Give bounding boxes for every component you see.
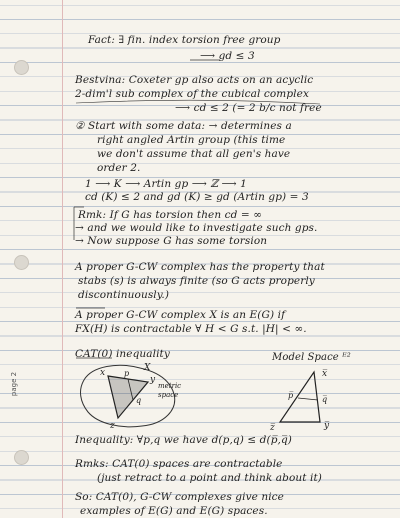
note-line: Rmks: CAT(0) spaces are contractable — [75, 458, 283, 470]
note-line: Bestvina: Coxeter gp also acts on an acyclic — [75, 74, 314, 86]
note-line: ⟶ gd ≤ 3 — [200, 50, 255, 62]
note-line: ⟶ cd ≤ 2 (= 2 b/c not free — [175, 102, 322, 114]
note-line: ② Start with some data: → determines a — [75, 120, 292, 132]
space-label: X — [144, 363, 151, 373]
note-line: → and we would like to investigate such gps. — [75, 222, 318, 234]
note-line: FX(H) is contractable ∀ H < G s.t. |H| < ∞. — [75, 323, 307, 335]
point-label-q: q — [136, 396, 142, 405]
space-word-label: space — [158, 391, 179, 399]
note-line: Inequality: ∀p,q we have d(p,q) ≤ d(p̅,q̅) — [75, 434, 292, 446]
note-line: we don't assume that all gen's have — [97, 148, 291, 160]
vertex-label-z: z — [110, 421, 115, 431]
vertex-label-y: y — [150, 375, 156, 385]
note-line: cd (K) ≤ 2 and gd (K) ≥ gd (Artin gp) = 3 — [85, 191, 309, 203]
margin-note: page 2 — [10, 371, 19, 397]
note-line: → Now suppose G has some torsion — [75, 235, 268, 247]
point-label-q-bar: q̅ — [322, 395, 328, 404]
point-label-p: p — [124, 369, 130, 378]
note-line: Fact: ∃ fin. index torsion free group — [88, 34, 281, 46]
note-line: A proper G-CW complex X is an E(G) if — [75, 309, 286, 321]
note-line: right angled Artin group (this time — [97, 134, 286, 146]
note-line: (just retract to a point and think about it) — [97, 472, 323, 484]
note-line: CAT(0) inequality — [75, 348, 170, 360]
metric-label: metric — [158, 382, 182, 390]
vertex-label-x-bar: x̅ — [322, 369, 328, 379]
note-line: examples of E(G) and E(G) spaces. — [80, 505, 268, 517]
note-line: discontinuously.) — [78, 289, 170, 301]
note-line: stabs (s) is always finite (so G acts properly — [78, 275, 315, 287]
note-line: 2-dim'l sub complex of the cubical complex — [75, 88, 309, 100]
note-line: Model Space ᴱ² — [272, 352, 351, 363]
note-line: A proper G-CW complex has the property that — [75, 261, 325, 273]
note-line: Rmk: If G has torsion then cd = ∞ — [78, 209, 263, 221]
note-line: So: CAT(0), G-CW complexes give nice — [75, 491, 284, 503]
note-line: order 2. — [97, 162, 141, 174]
vertex-label-z-bar: z̅ — [270, 423, 275, 433]
note-line: 1 ⟶ K ⟶ Artin gp ⟶ ℤ ⟶ 1 — [85, 178, 247, 190]
vertex-label-y-bar: y̅ — [324, 421, 330, 431]
point-label-p-bar: p̅ — [288, 391, 294, 400]
vertex-label-x: x — [100, 368, 106, 378]
